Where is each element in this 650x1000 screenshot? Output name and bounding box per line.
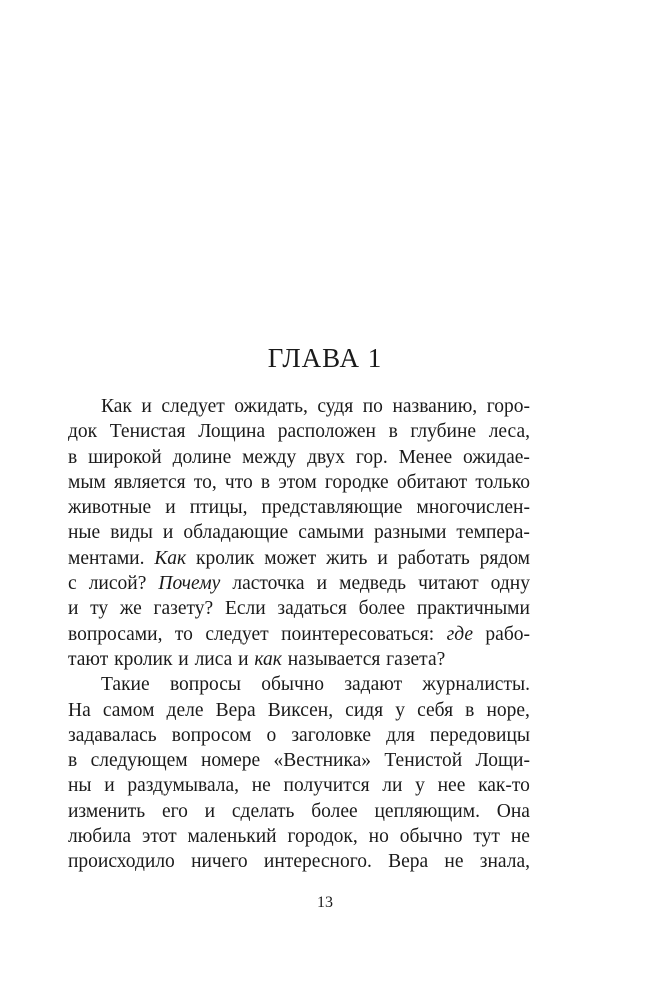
word: следующем xyxy=(90,750,188,772)
word: животные xyxy=(68,497,152,519)
word: двух xyxy=(307,446,346,468)
word: не xyxy=(251,775,271,797)
page-number: 13 xyxy=(317,894,333,911)
word: обладающие xyxy=(183,522,289,544)
text-line xyxy=(68,773,530,798)
text-line xyxy=(68,546,530,571)
word: Вера xyxy=(388,851,429,873)
word: Она xyxy=(496,800,530,822)
word: и xyxy=(104,775,115,797)
word: леса, xyxy=(488,421,530,443)
word: «Вестника» xyxy=(273,750,372,772)
text-line xyxy=(68,596,530,621)
word: ментами. xyxy=(68,547,145,569)
word: Менее xyxy=(398,446,453,468)
word: задавалась xyxy=(68,724,157,746)
text-line xyxy=(68,824,530,849)
word: вопросы xyxy=(169,674,241,696)
text-line xyxy=(68,799,530,824)
word: горо- xyxy=(486,396,530,417)
text-line xyxy=(68,723,530,748)
text-line xyxy=(68,520,530,545)
word: изменить xyxy=(68,800,146,822)
word: раздумывала, xyxy=(127,775,240,797)
italic-word: Как xyxy=(154,547,187,569)
word: ны xyxy=(68,775,92,797)
word: птицы, xyxy=(189,497,248,519)
word: самом xyxy=(102,699,155,721)
word: в xyxy=(260,471,271,493)
text-line xyxy=(68,748,530,773)
word: сделать xyxy=(231,800,295,822)
word: обитают xyxy=(396,471,468,493)
word: же xyxy=(119,598,142,620)
word: жить xyxy=(326,547,368,569)
word: работать xyxy=(397,547,470,569)
word: задаться xyxy=(277,598,347,620)
word: но xyxy=(368,826,389,848)
word: нее xyxy=(437,775,466,797)
word: в xyxy=(68,750,78,772)
word: На xyxy=(68,699,91,721)
word: ничего xyxy=(191,851,248,873)
word: для xyxy=(386,724,415,746)
word: деле xyxy=(166,699,204,721)
word: вопросом xyxy=(171,724,252,746)
word: тут xyxy=(473,826,500,848)
word: о xyxy=(266,724,277,746)
word: ожидае- xyxy=(463,446,530,468)
word: происходило xyxy=(68,851,175,873)
word: широкой xyxy=(88,446,162,468)
word: не xyxy=(510,826,530,848)
word: судя xyxy=(317,396,354,417)
word: может xyxy=(264,547,317,569)
word: мым xyxy=(68,471,106,493)
word: Виксен, xyxy=(267,699,334,721)
word: Если xyxy=(224,598,266,620)
word: газета? xyxy=(386,648,446,670)
word: Вера xyxy=(215,699,256,721)
word: этот xyxy=(141,826,177,848)
word: вопросами, xyxy=(68,623,163,645)
word: то, xyxy=(193,471,217,493)
word: обычно xyxy=(399,826,463,848)
word: газету? xyxy=(153,598,214,620)
word: темпера- xyxy=(456,522,530,544)
word: расположен xyxy=(277,421,376,443)
word: и xyxy=(204,800,216,822)
text-line xyxy=(68,849,530,874)
word: у xyxy=(415,775,425,797)
word: ту xyxy=(90,598,109,620)
italic-word: где xyxy=(446,623,473,645)
text-line xyxy=(68,495,530,520)
word: любила xyxy=(68,826,132,848)
word: кролик xyxy=(196,547,255,569)
word: более xyxy=(311,800,358,822)
word: ные xyxy=(68,522,101,544)
word: норе, xyxy=(486,699,530,721)
word: Тенистая xyxy=(109,421,186,443)
word: кролик xyxy=(114,648,173,670)
word: получится xyxy=(283,775,370,797)
word: только xyxy=(475,471,530,493)
word: цепляющим. xyxy=(374,800,480,822)
chapter-title: ГЛАВА 1 xyxy=(267,343,383,373)
word: между xyxy=(242,446,297,468)
word: интересного. xyxy=(263,851,372,873)
word: и xyxy=(238,648,249,670)
word: и xyxy=(165,497,176,519)
word: маленький xyxy=(187,826,277,848)
text-line xyxy=(68,672,530,697)
word: многочислен- xyxy=(416,497,530,519)
word: этом xyxy=(278,471,317,493)
word: Лощина xyxy=(198,421,266,443)
text-line xyxy=(68,394,530,419)
word: разными xyxy=(373,522,447,544)
word: номере xyxy=(200,750,261,772)
word: задают xyxy=(344,674,403,696)
word: самыми xyxy=(298,522,364,544)
word: более xyxy=(358,598,406,620)
word: рабо- xyxy=(485,623,530,645)
word: Тенистой xyxy=(384,750,463,772)
text-line xyxy=(68,419,530,444)
word: Лощи- xyxy=(475,750,530,772)
word: что xyxy=(224,471,253,493)
text-line xyxy=(68,698,530,723)
word: ли xyxy=(382,775,403,797)
word: городок, xyxy=(287,826,358,848)
text-line xyxy=(68,622,530,647)
word: как-то xyxy=(478,775,530,797)
word: виды xyxy=(110,522,153,544)
word: в xyxy=(465,699,475,721)
italic-word: Почему xyxy=(158,573,221,595)
word: называется xyxy=(287,648,381,670)
word: читают xyxy=(418,573,479,595)
word: передовицы xyxy=(429,724,530,746)
word: по xyxy=(362,396,383,417)
word: и xyxy=(141,396,152,417)
italic-word: как xyxy=(254,648,282,670)
word: глубине xyxy=(410,421,477,443)
word: не xyxy=(444,851,464,873)
word: тают xyxy=(68,648,109,670)
word: и xyxy=(316,573,328,595)
word: лисой? xyxy=(88,573,147,595)
word: следует xyxy=(205,623,269,645)
word: следует xyxy=(161,396,225,417)
word: практичными xyxy=(416,598,530,620)
text-line xyxy=(68,647,530,672)
word: сидя xyxy=(345,699,384,721)
word: в xyxy=(68,446,78,468)
word: ласточка xyxy=(232,573,305,595)
word: долине xyxy=(172,446,232,468)
text-line xyxy=(68,445,530,470)
word: его xyxy=(161,800,188,822)
word: с xyxy=(68,573,77,595)
word: в xyxy=(388,421,398,443)
word: названию, xyxy=(392,396,478,417)
word: поинтересоваться: xyxy=(281,623,435,645)
body-text xyxy=(68,394,530,875)
word: знала, xyxy=(479,851,530,873)
word: журналисты. xyxy=(422,674,530,696)
word: лиса xyxy=(194,648,233,670)
word: Такие xyxy=(101,674,150,696)
word: Как xyxy=(101,396,132,417)
word: медведь xyxy=(339,573,407,595)
word: городке xyxy=(324,471,389,493)
word: и xyxy=(377,547,388,569)
word: является xyxy=(113,471,186,493)
word: док xyxy=(68,421,98,443)
word: у xyxy=(395,699,405,721)
word: и xyxy=(178,648,189,670)
text-line xyxy=(68,470,530,495)
word: гор. xyxy=(355,446,388,468)
word: рядом xyxy=(479,547,530,569)
word: себя xyxy=(417,699,454,721)
text-line xyxy=(68,571,530,596)
word: и xyxy=(68,598,79,620)
word: ожидать, xyxy=(234,396,308,417)
word: обычно xyxy=(261,674,325,696)
word: представляющие xyxy=(261,497,403,519)
word: заголовке xyxy=(291,724,372,746)
word: одну xyxy=(490,573,530,595)
word: и xyxy=(162,522,174,544)
word: то xyxy=(174,623,193,645)
